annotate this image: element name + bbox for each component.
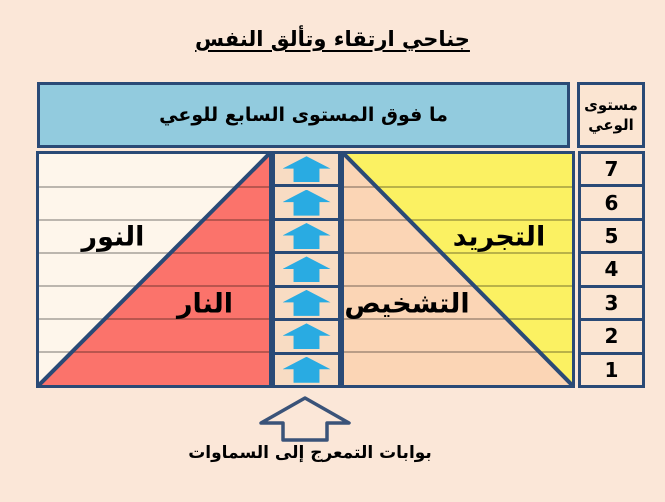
ascension-arrows-column: [272, 151, 341, 388]
level-cell: 7: [578, 151, 645, 187]
ascension-arrow-cell: [272, 251, 341, 287]
ascension-arrow-cell: [272, 218, 341, 254]
ascension-arrow-cell: [272, 352, 341, 388]
level-cell: 3: [578, 285, 645, 321]
up-arrow-icon: [283, 223, 331, 249]
ascension-arrow-cell: [272, 151, 341, 187]
light-label: النور: [81, 221, 145, 253]
personification-label: التشخيص: [344, 288, 470, 320]
up-arrow-icon: [283, 323, 331, 349]
gates-up-arrow-icon: [258, 395, 352, 443]
up-arrow-icon: [283, 357, 331, 383]
level-cell: 1: [578, 352, 645, 388]
page-title: جناحي ارتقاء وتألق النفس: [195, 27, 470, 51]
consciousness-level-header: مستوى الوعي: [577, 82, 645, 148]
left-wing-panel: [36, 151, 272, 388]
level-cell: 2: [578, 318, 645, 354]
abstraction-label: التجريد: [452, 221, 546, 253]
up-arrow-icon: [283, 290, 331, 316]
ascension-arrow-cell: [272, 318, 341, 354]
up-arrow-icon: [283, 156, 331, 182]
level-cell: 5: [578, 218, 645, 254]
above-seventh-level-header: ما فوق المستوى السابع للوعي: [37, 82, 570, 148]
level-cell: 6: [578, 184, 645, 220]
gates-caption: بوابات التمعرج إلى السماوات: [188, 443, 432, 463]
ascension-arrow-cell: [272, 285, 341, 321]
fire-label: النار: [176, 288, 234, 320]
abstraction-triangle: [344, 154, 572, 385]
fire-triangle: [39, 154, 269, 385]
ascension-arrow-cell: [272, 184, 341, 220]
right-wing-panel: [341, 151, 575, 388]
up-arrow-icon: [283, 190, 331, 216]
up-arrow-icon: [283, 256, 331, 282]
level-cell: 4: [578, 251, 645, 287]
levels-column: [578, 151, 645, 388]
